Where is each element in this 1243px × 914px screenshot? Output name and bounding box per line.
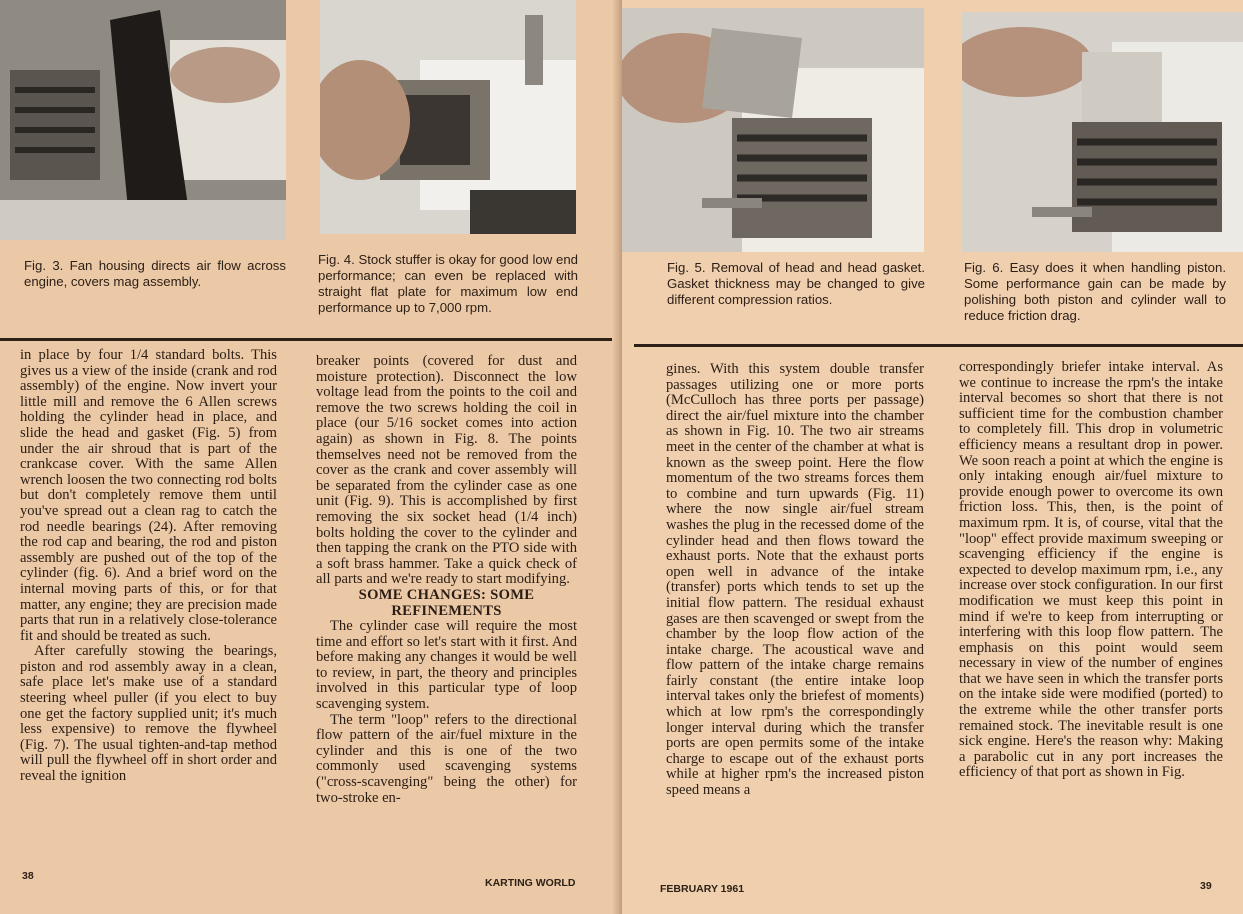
issue-date: FEBRUARY 1961 [660, 883, 745, 895]
left-col2-paragraph-2: The cylinder case will require the most time and effort so let's start with it first. And before making any changes it would be well to review, in part, the theory and principles involved in this particular type of loop scavenging system. [316, 618, 577, 713]
magazine-name: KARTING WORLD [485, 877, 576, 889]
left-column-1 [20, 348, 277, 785]
right-page-number: 39 [1200, 880, 1212, 892]
fig5-photo [622, 8, 924, 252]
left-page [0, 0, 620, 914]
fig3-caption: Fig. 3. Fan housing directs air flow across engine, covers mag assembly. [24, 258, 286, 289]
right-column-2 [959, 360, 1223, 781]
fig3-photo [0, 0, 286, 240]
right-divider-rule [634, 344, 1243, 347]
fig6-caption: Fig. 6. Easy does it when handling piston. Some performance gain can be made by polishing both piston and cylinder wall to reduce friction drag. [964, 260, 1226, 323]
left-divider-rule [0, 338, 612, 341]
left-col1-paragraph-2: After carefully stowing the bearings, piston and rod assembly away in a clean, safe place let's make use of a standard steering wheel puller (if you elect to buy one get the factory supplied unit; it's much less expensive) to remove the flywheel (Fig. 7). The usual tighten-and-tap method will pull the flywheel off in short order and reveal the ignition [20, 643, 277, 785]
fig4-photo [320, 0, 576, 234]
fig5-caption: Fig. 5. Removal of head and head gasket. Gasket thickness may be changed to give different compression ratios. [667, 260, 925, 307]
right-col2-paragraph-1: correspondingly briefer intake interval. As we continue to increase the rpm's the intake interval becomes so short that there is not sufficient time for the combustion chamber to completely fill. This drop in volumetric efficiency means a resultant drop in power. We soon reach a point at which the engine is only intaking enough air/fuel mixture to provide enough power to overcome its own friction loss. This, then, is the point of maximum rpm. It is, of course, vital that the "loop" effect provide maximum sweeping or scavenging efficiency if the engine is expected to develop maximum rpm, i.e., any increase over stock configuration. In our first modification we must keep this point in mind if we're to keep from interrupting or interfering with this loop flow pattern. The emphasis on this point would seem necessary in view of the number of engines that we have seen in which the transfer ports on the intake side were modified (ported) to the extreme while the other transfer ports remained stock. The inevitable result is one sick engine. Here's the reason why: Making a parabolic cut in any port increases the efficiency of that port as shown in Fig. [959, 359, 1223, 781]
right-column-1 [666, 362, 924, 799]
left-page-number: 38 [22, 870, 34, 882]
right-col1-paragraph-1: gines. With this system double transfer passages utilizing one or more ports (McCulloch has three ports per passage) direct the air/fuel mixture into the chamber as shown in Fig. 10. The two air streams meet in the center of the chamber at what is known as the sweep point. Here the flow momentum of the two streams forces them to combine and turn upwards (Fig. 11) where the now single air/fuel stream washes the plug in the recessed dome of the cylinder head and then flows toward the exhaust ports. Note that the exhaust ports open well in advance of the intake (transfer) ports which tends to set up the initial flow pattern. The residual exhaust gases are then scavenged or swept from the chamber by the loop flow action of the intake charge. The acoustical wave and flow pattern of the intake charge remains fairly constant (the entire intake loop interval takes only the briefest of moments) which at low rpm's the correspondingly longer interval during which the transfer ports are open permits some of the intake charge to escape out of the exhaust ports while at higher rpm's the increased piston speed means a [666, 361, 924, 799]
right-page [622, 0, 1243, 914]
fig6-photo [962, 12, 1243, 252]
left-col2-paragraph-1: breaker points (covered for dust and moisture protection). Disconnect the low voltage lead from the points to the coil and remove the two screws holding the coil in place (our 5/16 socket comes into action again) as shown in Fig. 8. The points themselves need not be removed from the cover as the crank and cover assembly will be separated from the cylinder case as one unit (Fig. 9). This is accomplished by first removing the six socket head (1/4 inch) bolts holding the cover to the cylinder and then tapping the crank on the PTO side with a soft brass hammer. Take a quick check of all parts and we're ready to start modifying. [316, 353, 577, 588]
fig4-caption: Fig. 4. Stock stuffer is okay for good low end performance; can even be replaced with straight flat plate for maximum low end performance up to 7,000 rpm. [318, 252, 578, 315]
section-heading: SOME CHANGES: SOME REFINEMENTS [358, 586, 535, 619]
left-col2-paragraph-3: The term "loop" refers to the directional flow pattern of the air/fuel mixture in the cylinder and this is one of the two commonly used scavenging systems ("cross-scavenging" being the other) for two-stroke en- [316, 711, 577, 806]
left-col1-paragraph-1: in place by four 1/4 standard bolts. This gives us a view of the inside (crank and rod assembly) of the engine. Now invert your little mill and remove the 6 Allen screws holding the cylinder head in place, and slide the head and gasket (Fig. 5) from under the air shroud that is part of the crankcase cover. With the same Allen wrench loosen the two connecting rod bolts but don't completely remove them until you've spread out a clean rag to catch the rod needle bearings (24). After removing the rod cap and bearing, the rod and piston assembly are pushed out of the top of the cylinder (fig. 6). And a brief word on the internal moving parts of this, or for that matter, any engine; they are precision made parts that run in a relatively close-tolerance fit and should be treated as such. [20, 347, 277, 644]
left-column-2 [316, 354, 577, 806]
